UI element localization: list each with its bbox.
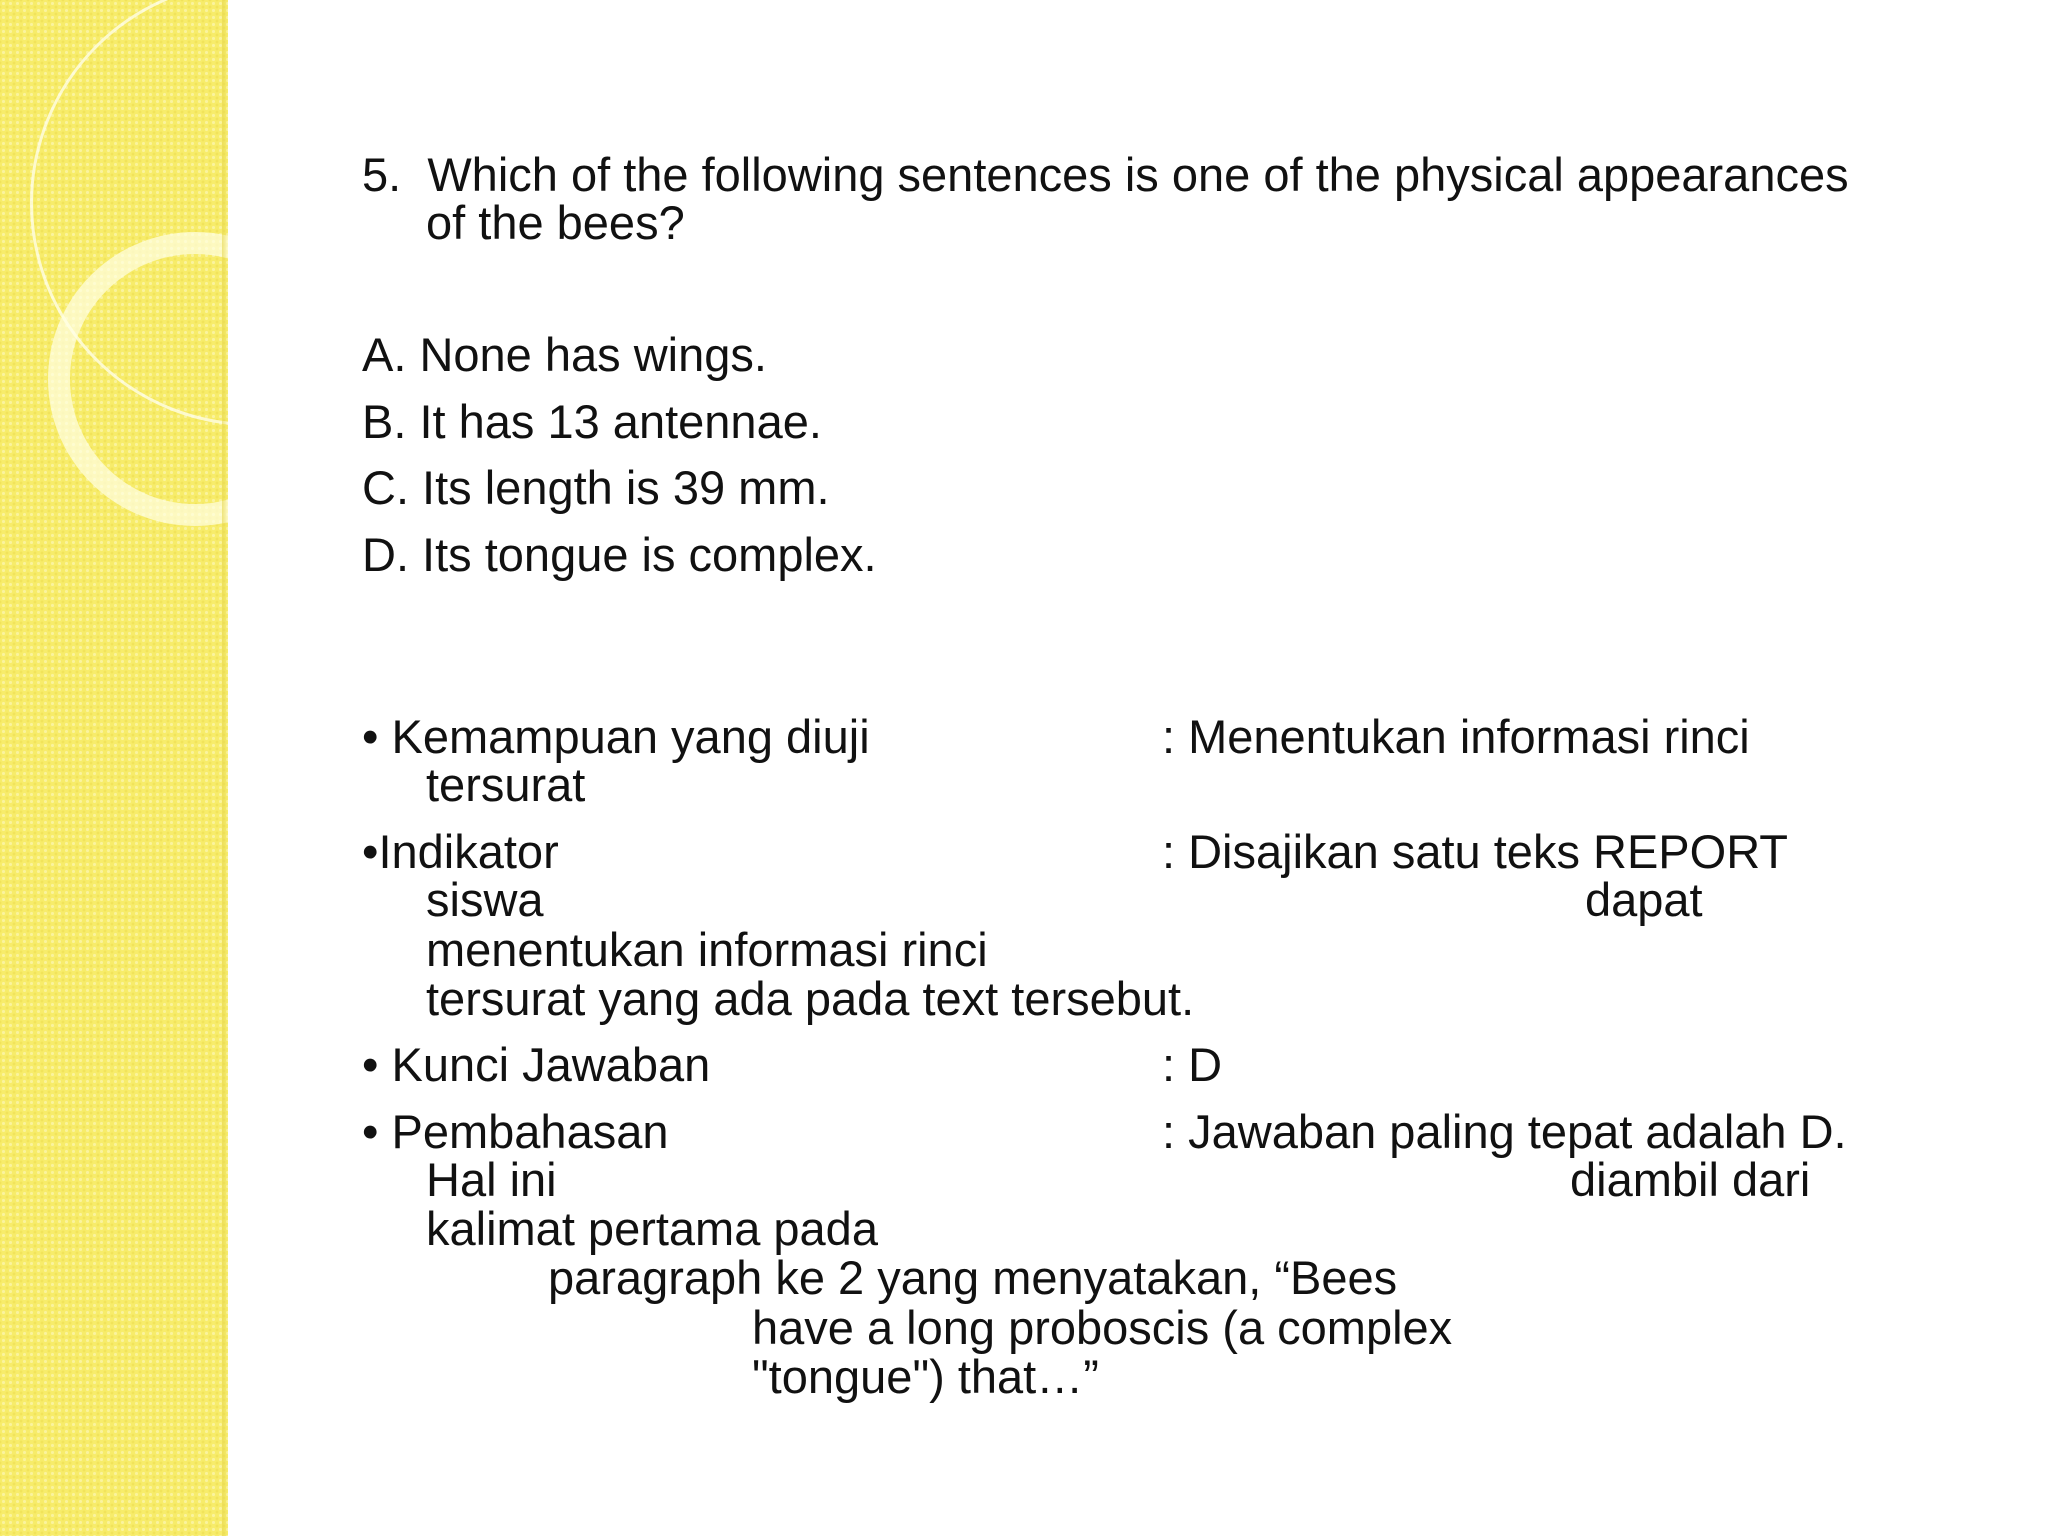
decorative-sidebar xyxy=(0,0,228,1536)
indikator-cont-3: tersurat yang ada pada text tersebut. xyxy=(426,972,1195,1025)
option-a: A. None has wings. xyxy=(362,328,767,381)
indikator-cont-1-right: dapat xyxy=(1585,873,1703,926)
pembahasan-label: • Pembahasan xyxy=(362,1105,669,1158)
kemampuan-label: • Kemampuan yang diuji xyxy=(362,710,870,763)
option-c: C. Its length is 39 mm. xyxy=(362,461,830,514)
indikator-cont-1-left: siswa xyxy=(426,873,544,926)
option-b: B. It has 13 antennae. xyxy=(362,395,822,448)
pembahasan-cont-5: "tongue") that…” xyxy=(752,1350,1099,1403)
indikator-cont-2: menentukan informasi rinci xyxy=(426,923,988,976)
option-d: D. Its tongue is complex. xyxy=(362,528,877,581)
indikator-label: •Indikator xyxy=(362,825,559,878)
kemampuan-continuation: tersurat xyxy=(426,758,586,811)
kunci-value: : D xyxy=(1162,1038,1223,1091)
kunci-label: • Kunci Jawaban xyxy=(362,1038,711,1091)
pembahasan-value: : Jawaban paling tepat adalah D. xyxy=(1162,1105,1847,1158)
pembahasan-cont-2: kalimat pertama pada xyxy=(426,1202,878,1255)
pembahasan-cont-3: paragraph ke 2 yang menyatakan, “Bees xyxy=(548,1251,1398,1304)
indikator-value: : Disajikan satu teks REPORT xyxy=(1162,825,1789,878)
pembahasan-cont-4: have a long proboscis (a complex xyxy=(752,1301,1453,1354)
question-line-1: 5. Which of the following sentences is one of the physical appearances xyxy=(362,148,1849,201)
question-line-2: of the bees? xyxy=(426,196,685,249)
pembahasan-cont-1-right: diambil dari xyxy=(1570,1153,1811,1206)
pembahasan-cont-1-left: Hal ini xyxy=(426,1153,557,1206)
kemampuan-value: : Menentukan informasi rinci xyxy=(1162,710,1750,763)
slide-content xyxy=(362,0,2002,1536)
sidebar-edge xyxy=(222,0,228,1536)
